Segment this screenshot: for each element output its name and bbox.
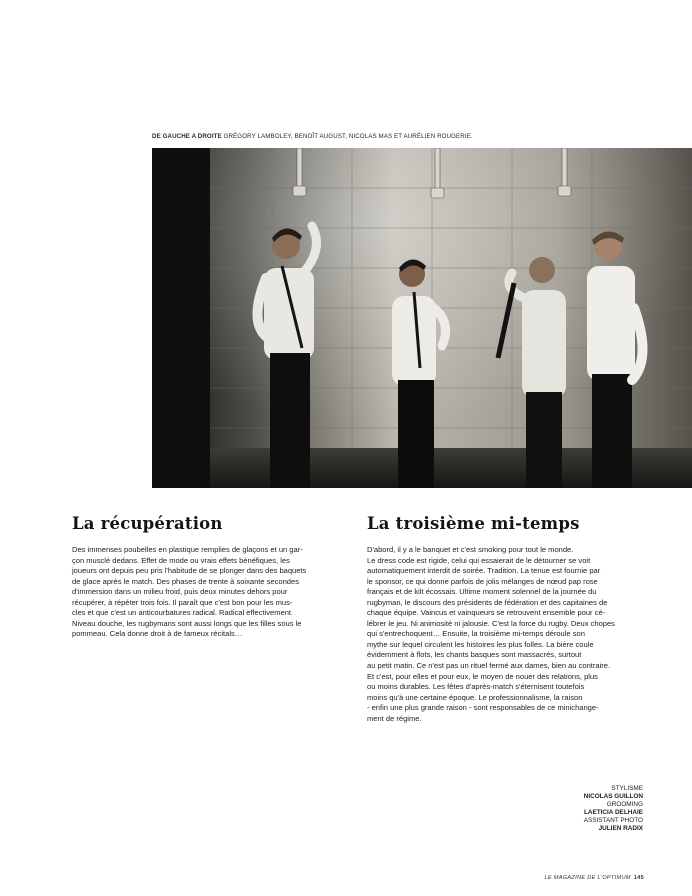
- caption-text: GRÉGORY LAMBOLEY, BENOÎT AUGUST, NICOLAS MAS ET AURÉLIEN ROUGERIE.: [223, 133, 473, 140]
- text-line: mythe sur lequel circulent les histoires les plus folles. La bière coule: [367, 639, 594, 649]
- text-line: cles et que c'est un anticourbatures radical. Radical effectivement.: [72, 608, 294, 618]
- text-line: rugbyman, le discours des présidents de fédération et des capitaines de: [367, 597, 608, 607]
- text-line: d'immersion dans un milieu froid, puis deux minutes dehors pour: [72, 587, 288, 597]
- text-line: pommeau. Cela donne droit à de fameux récitals…: [72, 629, 243, 639]
- photo-caption: [152, 133, 672, 140]
- caption-bold: DE GAUCHE A DROITE: [152, 133, 222, 140]
- credit-role: GROOMING: [606, 801, 643, 809]
- text-line: ou moins durables. Les fêtes d'après-match s'éternisent toutefois: [367, 682, 585, 692]
- text-line: moins qu'à une certaine époque. Le professionnalisme, la raison: [367, 692, 583, 702]
- photo-rugby-players-showers: [152, 148, 692, 488]
- text-line: Le dress code est rigide, celui qui essaierait de le détourner se voit: [367, 555, 591, 565]
- text-line: au petit matin. Ce n'est pas un rituel fermé aux dames, bien au contraire.: [367, 661, 611, 671]
- text-line: D'abord, il y a le banquet et c'est smoking pour tout le monde.: [367, 545, 574, 554]
- credit-role: STYLISME: [611, 785, 643, 792]
- text-line: de glace après le match. Des phases de trente à soixante secondes: [72, 576, 299, 586]
- text-line: Des immenses poubelles en plastique remplies de glaçons et un gar-: [72, 545, 303, 554]
- credit-name: JULIEN RADIX: [598, 825, 643, 833]
- text-line: récupérer, à répéter trois fois. Il paraît que c'est bon pour les mus-: [72, 597, 293, 607]
- text-line: ment de régime.: [367, 713, 422, 723]
- text-line: lébrer le jeu. Ni animosité ni jalousie. C'est la force du rugby. Deux chopes: [367, 618, 615, 628]
- text-line: français et de kilt écossais. Ultime moment solennel de la journée du: [367, 587, 597, 597]
- credit-name: NICOLAS GUILLON: [583, 793, 643, 801]
- text-line: le sponsor, ce qui donne parfois de jolis mélanges de nœud pap rose: [367, 576, 598, 586]
- credit-role: ASSISTANT PHOTO: [583, 817, 643, 825]
- page-footer: [544, 875, 644, 881]
- text-line: Niveau douche, les rugbymans sont aussi longs que les filles sous le: [72, 618, 302, 628]
- photo-credits: [443, 785, 643, 834]
- text-line: chaque équipe. Vaincus et vainqueurs se retrouvent ensemble pour cé-: [367, 608, 606, 618]
- text-line: çon musclé dedans. Effet de mode ou vrais effets bénéfiques, les: [72, 555, 290, 565]
- article-body-left: [72, 545, 350, 640]
- text-line: automatiquement interdit de soirée. Tradition. La tenue est fournie par: [367, 566, 601, 576]
- text-line: joueurs ont depuis peu pris l'habitude de se plonger dans des baquets: [72, 566, 307, 576]
- credit-name: LAETICIA DELHAIE: [583, 809, 643, 817]
- heading-la-troisieme-mi-temps: La troisième mi-temps: [367, 514, 580, 533]
- page-number: 145: [633, 875, 644, 881]
- magazine-name: LE MAGAZINE DE L'OPTIMUM: [544, 875, 631, 881]
- text-line: - enfin une plus grande raison - sont responsables de ce minichange-: [367, 703, 599, 713]
- article-body-right: [367, 545, 645, 724]
- text-line: qui s'entrechoquent… Ensuite, la troisième mi-temps déroule son: [367, 629, 585, 639]
- heading-la-recuperation: La récupération: [72, 514, 223, 533]
- text-line: Et c'est, pour elles et pour eux, le moyen de nouer des relations, plus: [367, 671, 598, 681]
- text-line: évidemment à flots, les chants basques sont massacrés, surtout: [367, 650, 582, 660]
